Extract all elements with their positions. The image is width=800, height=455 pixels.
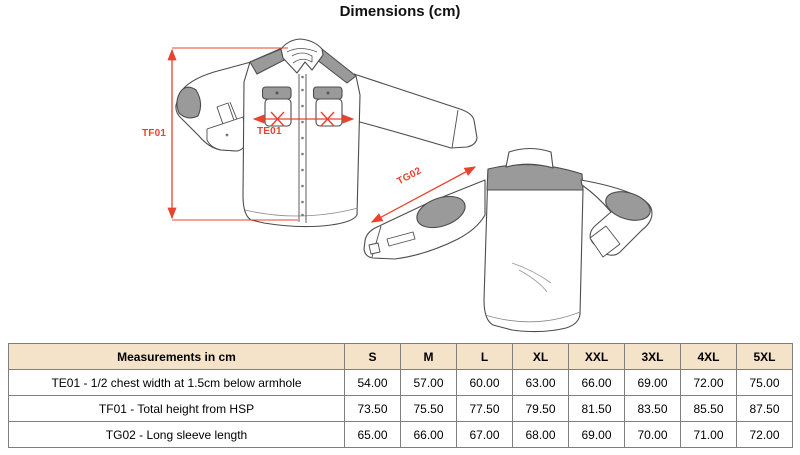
measurements-header-cell: Measurements in cm xyxy=(9,344,345,370)
measurement-value-cell: 72.00 xyxy=(737,422,793,448)
measurement-value-cell: 75.50 xyxy=(401,396,457,422)
measurement-label-cell: TF01 - Total height from HSP xyxy=(9,396,345,422)
measurement-value-cell: 69.00 xyxy=(625,370,681,396)
measurement-value-cell: 69.00 xyxy=(569,422,625,448)
measurement-label-cell: TE01 - 1/2 chest width at 1.5cm below armhole xyxy=(9,370,345,396)
size-header-cell: 3XL xyxy=(625,344,681,370)
front-left-elbow-patch xyxy=(177,87,201,118)
measurement-value-cell: 75.00 xyxy=(737,370,793,396)
page-title: Dimensions (cm) xyxy=(339,3,461,20)
measurement-value-cell: 71.00 xyxy=(681,422,737,448)
size-header-cell: 5XL xyxy=(737,344,793,370)
measurement-value-cell: 79.50 xyxy=(513,396,569,422)
measurement-value-cell: 85.50 xyxy=(681,396,737,422)
tf01-label: TF01 xyxy=(142,128,167,139)
front-right-sleeve xyxy=(354,74,477,148)
size-header-cell: M xyxy=(401,344,457,370)
measurement-row xyxy=(9,370,793,396)
size-header-cell: L xyxy=(457,344,513,370)
measurement-value-cell: 77.50 xyxy=(457,396,513,422)
measurement-value-cell: 73.50 xyxy=(345,396,401,422)
shirt-front-view xyxy=(176,39,477,227)
measurement-value-cell: 54.00 xyxy=(345,370,401,396)
size-header-cell: 4XL xyxy=(681,344,737,370)
measurement-value-cell: 60.00 xyxy=(457,370,513,396)
size-header-cell: XL xyxy=(513,344,569,370)
measurement-value-cell: 87.50 xyxy=(737,396,793,422)
measurement-value-cell: 65.00 xyxy=(345,422,401,448)
measurement-value-cell: 66.00 xyxy=(401,422,457,448)
measurement-row xyxy=(9,422,793,448)
measurement-value-cell: 63.00 xyxy=(513,370,569,396)
measurement-value-cell: 81.50 xyxy=(569,396,625,422)
size-header-cell: S xyxy=(345,344,401,370)
size-header-cell: XXL xyxy=(569,344,625,370)
measurement-value-cell: 72.00 xyxy=(681,370,737,396)
table-header-row xyxy=(9,344,793,370)
measurement-row xyxy=(9,396,793,422)
te01-label: TE01 xyxy=(257,126,282,137)
measurement-value-cell: 83.50 xyxy=(625,396,681,422)
back-body xyxy=(484,170,583,332)
measurement-label-cell: TG02 - Long sleeve length xyxy=(9,422,345,448)
measurements-table xyxy=(8,343,793,448)
measurement-value-cell: 70.00 xyxy=(625,422,681,448)
measurement-value-cell: 68.00 xyxy=(513,422,569,448)
back-yoke xyxy=(487,165,583,190)
measurement-value-cell: 67.00 xyxy=(457,422,513,448)
tg02-label: TG02 xyxy=(395,165,424,188)
size-table-wrap xyxy=(8,343,793,448)
measurement-value-cell: 57.00 xyxy=(401,370,457,396)
measurement-value-cell: 66.00 xyxy=(569,370,625,396)
